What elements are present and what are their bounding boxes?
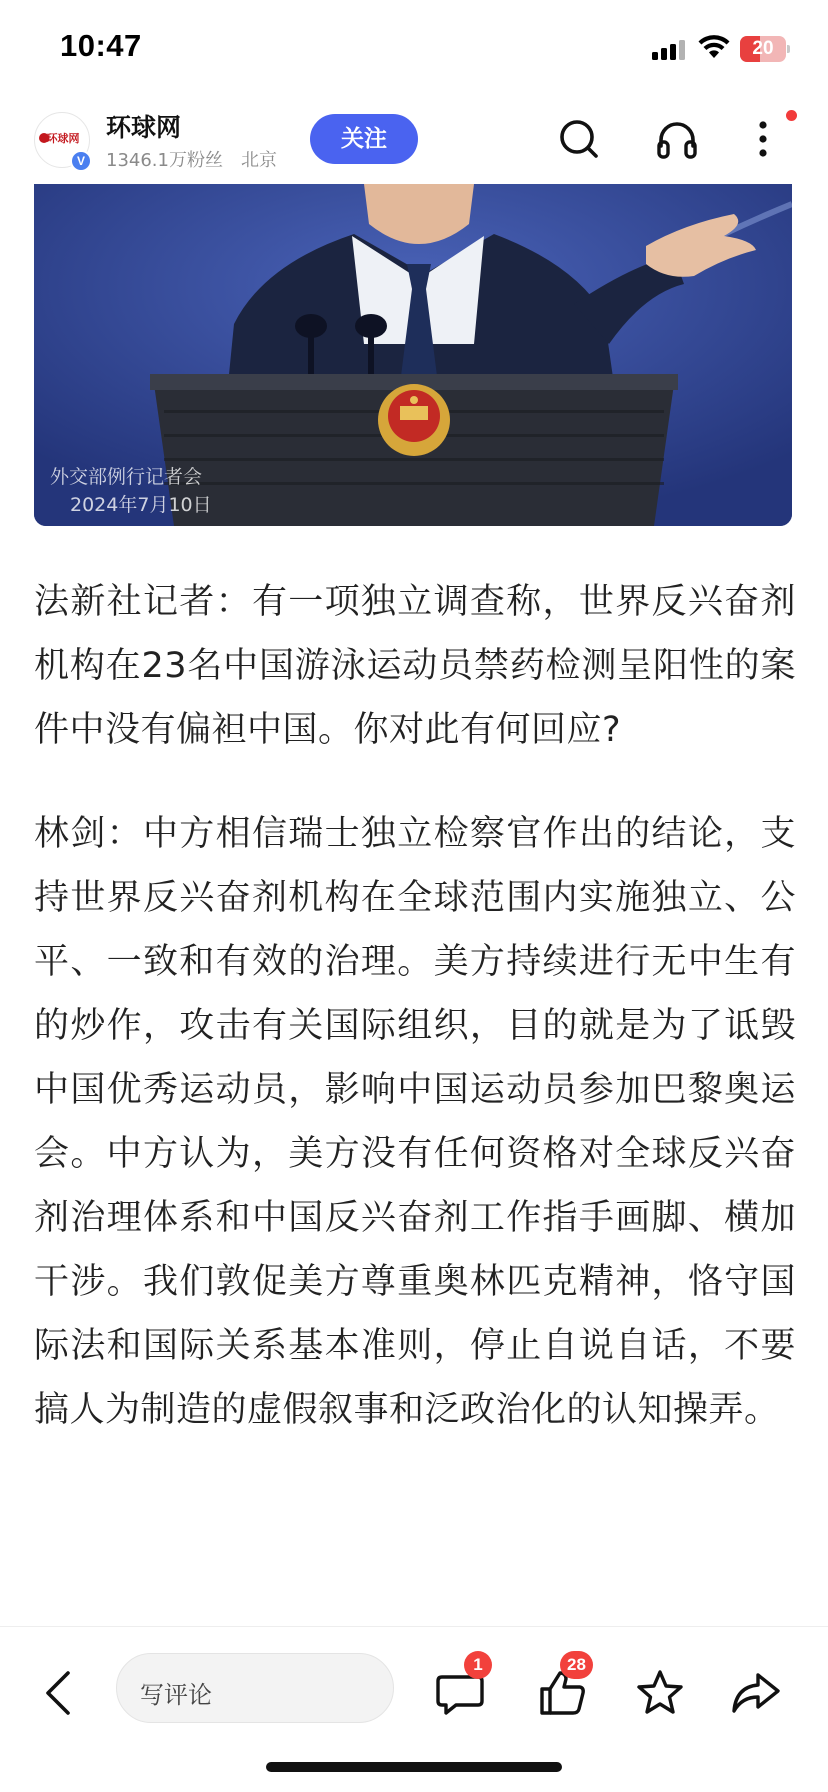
comment-placeholder: 写评论 xyxy=(140,1681,212,1709)
more-icon[interactable] xyxy=(740,116,786,162)
account-location: 北京 xyxy=(240,150,277,171)
status-bar xyxy=(0,0,828,96)
verified-badge-icon: V xyxy=(70,150,92,172)
account-name[interactable]: 环球网 xyxy=(106,113,182,142)
back-arrow-icon[interactable] xyxy=(40,1667,76,1719)
share-icon[interactable] xyxy=(730,1667,782,1719)
wifi-icon xyxy=(698,34,730,60)
like-count-badge: 28 xyxy=(560,1651,593,1679)
star-icon[interactable] xyxy=(634,1667,686,1719)
photo-caption-date: 2024年7月10日 xyxy=(70,494,212,516)
follower-count: 1346.1万粉丝 xyxy=(106,150,223,171)
home-indicator[interactable] xyxy=(266,1762,562,1772)
status-time: 10:47 xyxy=(60,28,142,63)
notification-dot xyxy=(786,110,797,121)
article-paragraph: 法新社记者：有一项独立调查称，世界反兴奋剂机构在23名中国游泳运动员禁药检测呈阳性的案件中没有偏袒中国。你对此有何回应? xyxy=(34,582,796,750)
logo-text: 环球网 xyxy=(46,133,80,145)
battery-indicator xyxy=(740,36,790,62)
account-meta xyxy=(106,146,277,172)
headphones-icon[interactable] xyxy=(654,116,700,162)
photo-caption-title: 外交部例行记者会 xyxy=(50,466,203,488)
article-paragraph: 林剑：中方相信瑞士独立检察官作出的结论，支持世界反兴奋剂机构在全球范围内实施独立、公平、一致和有效的治理。美方持续进行无中生有的炒作，攻击有关国际组织，目的就是为了诋毁中国优秀运动员，影响中国运动员参加巴黎奥运会。中方认为，美方没有任何资格对全球反兴奋剂治理体系和中国反兴奋剂工作指手画脚、横加干涉。我们敦促美方尊重奥林匹克精神，恪守国际法和国际关系基本准则，停止自说自话，不要搞人为制造的虚假叙事和泛政治化的认知操弄。 xyxy=(34,814,796,1430)
search-icon[interactable] xyxy=(556,116,602,162)
comment-input[interactable] xyxy=(116,1637,394,1743)
article-body xyxy=(34,570,796,1442)
battery-level: 20 xyxy=(752,38,774,59)
comment-count-badge: 1 xyxy=(464,1651,492,1679)
account-header xyxy=(0,96,828,184)
article-photo[interactable] xyxy=(34,184,792,526)
cellular-signal-icon xyxy=(652,38,686,60)
follow-button[interactable]: 关注 xyxy=(310,114,418,164)
